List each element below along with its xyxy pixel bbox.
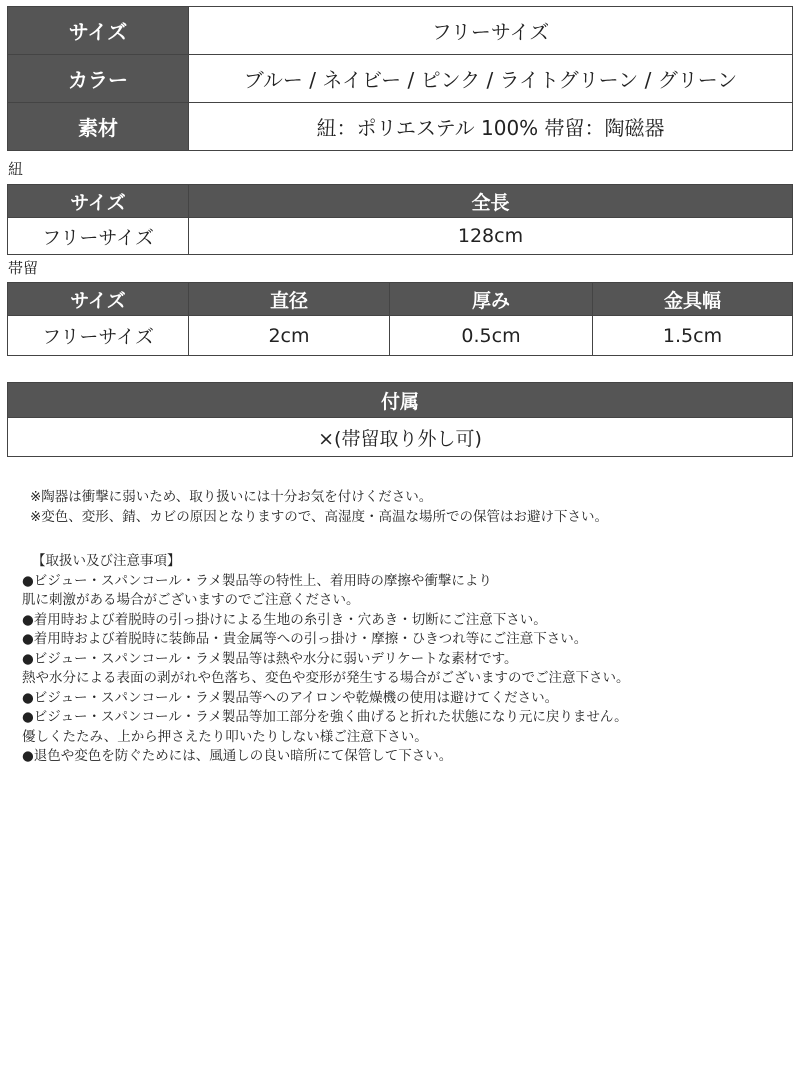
care-line: 肌に刺激がある場合がございますのでご注意ください。: [22, 592, 360, 608]
obidome-header-thickness: 厚み: [390, 283, 593, 316]
cord-value-row: [8, 218, 793, 255]
obidome-header-row: [8, 283, 793, 316]
obidome-value-thickness: 0.5cm: [390, 316, 593, 356]
obidome-value-fitting-width: 1.5cm: [593, 316, 793, 356]
care-line: ●着用時および着脱時に装飾品・貴金属等への引っ掛け・摩擦・ひきつれ等にご注意下さい。: [22, 631, 588, 647]
caution-notes: [30, 488, 608, 527]
caution-note: ※陶器は衝撃に弱いため、取り扱いには十分お気を付けください。: [30, 489, 433, 505]
care-line: ●退色や変色を防ぐためには、風通しの良い暗所にて保管して下さい。: [22, 748, 453, 764]
obidome-header-fitting-width: 金具幅: [593, 283, 793, 316]
caution-note: ※変色、変形、錆、カビの原因となりますので、高湿度・高温な場所での保管はお避け下さい。: [30, 508, 609, 525]
cord-header-size: サイズ: [8, 185, 189, 218]
spec-label-color: カラー: [8, 55, 189, 103]
spec-row-color: [8, 55, 793, 103]
spec-label-size: サイズ: [8, 7, 189, 55]
accessory-value: ×(帯留取り外し可): [8, 418, 793, 457]
care-line: 熱や水分による表面の剥がれや色落ち、変色や変形が発生する場合がございますのでご注意下さい。: [22, 670, 630, 686]
care-line: ●ビジュー・スパンコール・ラメ製品等は熱や水分に弱いデリケートな素材です。: [22, 650, 518, 667]
obidome-caption: 帯留: [8, 259, 39, 277]
accessory-value-row: [8, 418, 793, 457]
cord-table: [7, 184, 793, 255]
cord-caption: 紐: [8, 160, 24, 178]
accessory-table: [7, 382, 793, 457]
spec-value-material: 紐：ポリエステル 100% 帯留：陶磁器: [189, 103, 793, 151]
accessory-header: 付属: [8, 383, 793, 418]
cord-header-length: 全長: [189, 185, 793, 218]
care-line: 優しくたたみ、上から押さえたり叩いたりしない様ご注意下さい。: [22, 728, 428, 745]
spec-value-size: フリーサイズ: [189, 7, 793, 55]
care-title: 【取扱い及び注意事項】: [32, 553, 181, 569]
obidome-value-diameter: 2cm: [189, 316, 390, 356]
cord-value-length: 128cm: [189, 218, 793, 255]
spec-row-size: [8, 7, 793, 55]
spec-row-material: [8, 103, 793, 151]
obidome-header-size: サイズ: [8, 283, 189, 316]
care-line: ●ビジュー・スパンコール・ラメ製品等へのアイロンや乾燥機の使用は避けてください。: [22, 689, 559, 706]
obidome-value-row: [8, 316, 793, 356]
obidome-value-size: フリーサイズ: [8, 316, 189, 356]
accessory-header-row: [8, 383, 793, 418]
care-instructions: [22, 552, 792, 767]
cord-header-row: [8, 185, 793, 218]
spec-table: [7, 6, 793, 151]
obidome-table: [7, 282, 793, 356]
spec-label-material: 素材: [8, 103, 189, 151]
obidome-header-diameter: 直径: [189, 283, 390, 316]
care-line: ●ビジュー・スパンコール・ラメ製品等の特性上、着用時の摩擦や衝撃により: [22, 572, 492, 589]
spec-value-color: ブルー / ネイビー / ピンク / ライトグリーン / グリーン: [189, 55, 793, 103]
care-line: ●ビジュー・スパンコール・ラメ製品等加工部分を強く曲げると折れた状態になり元に戻りません。: [22, 709, 628, 725]
care-line: ●着用時および着脱時の引っ掛けによる生地の糸引き・穴あき・切断にご注意下さい。: [22, 611, 547, 628]
cord-value-size: フリーサイズ: [8, 218, 189, 255]
